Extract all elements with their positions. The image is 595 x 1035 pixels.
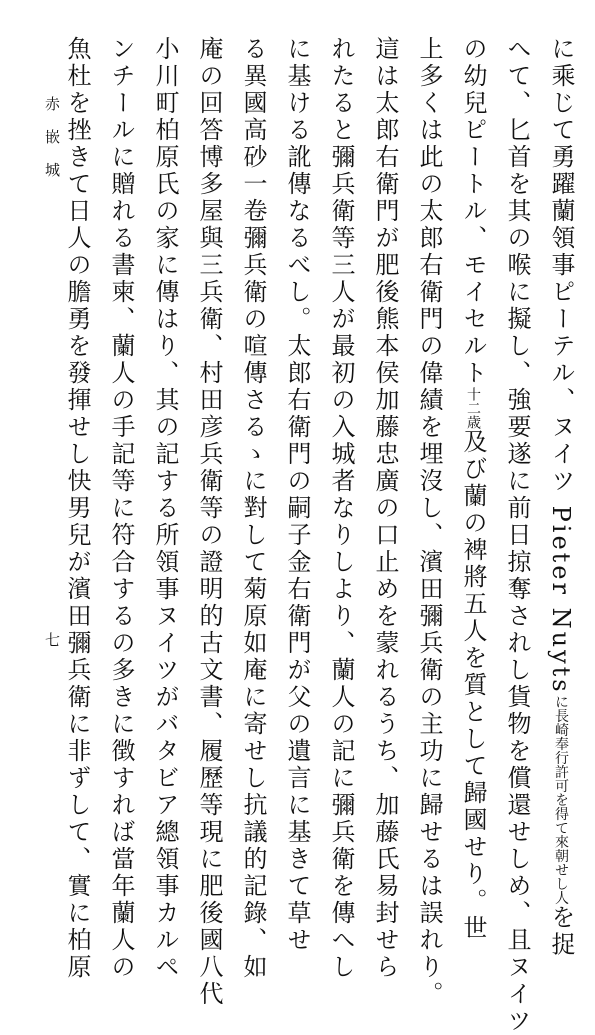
text-column-4: 上多くは此の太郎右衛門の偉績を埋沒し、濱田彌兵衛の主功に歸せるは誤れり。	[415, 36, 443, 1008]
inline-note: 十二歳	[465, 387, 481, 429]
text-column-7: に基ける訛傳なるべし。太郎右衛門の嗣子金右衛門が父の遺言に基きて草せ	[283, 36, 311, 954]
text-column-3: の幼兒ピートル、モイセルト十二歳及び蘭の裨將五人を質として歸國せり。世	[459, 36, 487, 942]
inline-note: に長崎奉行許可を得て來朝せし人	[553, 694, 569, 905]
text-column-1: に乘じて勇躍蘭領事ピーテル、ヌイツ Pieter Nuytsに長崎奉行許可を得て來朝せし人を捉	[547, 36, 575, 959]
running-head: 赤嵌城	[43, 96, 61, 195]
text-column-10: 小川町柏原氏の家に傳はり、其の記する所領事ヌイツがバタビア總領事カルペ	[151, 36, 179, 981]
text-column-12: 魚杜を挫きて日人の膽勇を發揮せし快男兒が濱田彌兵衛に非ずして、實に柏原	[63, 36, 91, 981]
text-column-2: へて、匕首を其の喉に擬し、強要遂に前日掠奪されし貨物を償還せしめ、且ヌイツ	[503, 36, 531, 1035]
page-number: 七	[43, 632, 61, 647]
text-column-8: る異國高砂一卷彌兵衛の喧傳さるゝに對して菊原如庵に寄せし抗議的記錄、如	[239, 36, 267, 981]
text-column-5: 這は太郎右衛門が肥後熊本侯加藤忠廣の口止めを蒙れるうち、加藤氏易封せら	[371, 36, 399, 981]
text-column-11: ンチールに贈れる書柬、蘭人の手記等に符合するの多きに徴すれば當年蘭人の	[107, 36, 135, 981]
text-column-9: 庵の回答博多屋與三兵衛、村田彦兵衛等の證明的古文書、履歷等現に肥後國八代	[195, 36, 223, 1008]
text-column-6: れたると彌兵衛等三人が最初の入城者なりしより、蘭人の記に彌兵衛を傳へし	[327, 36, 355, 981]
